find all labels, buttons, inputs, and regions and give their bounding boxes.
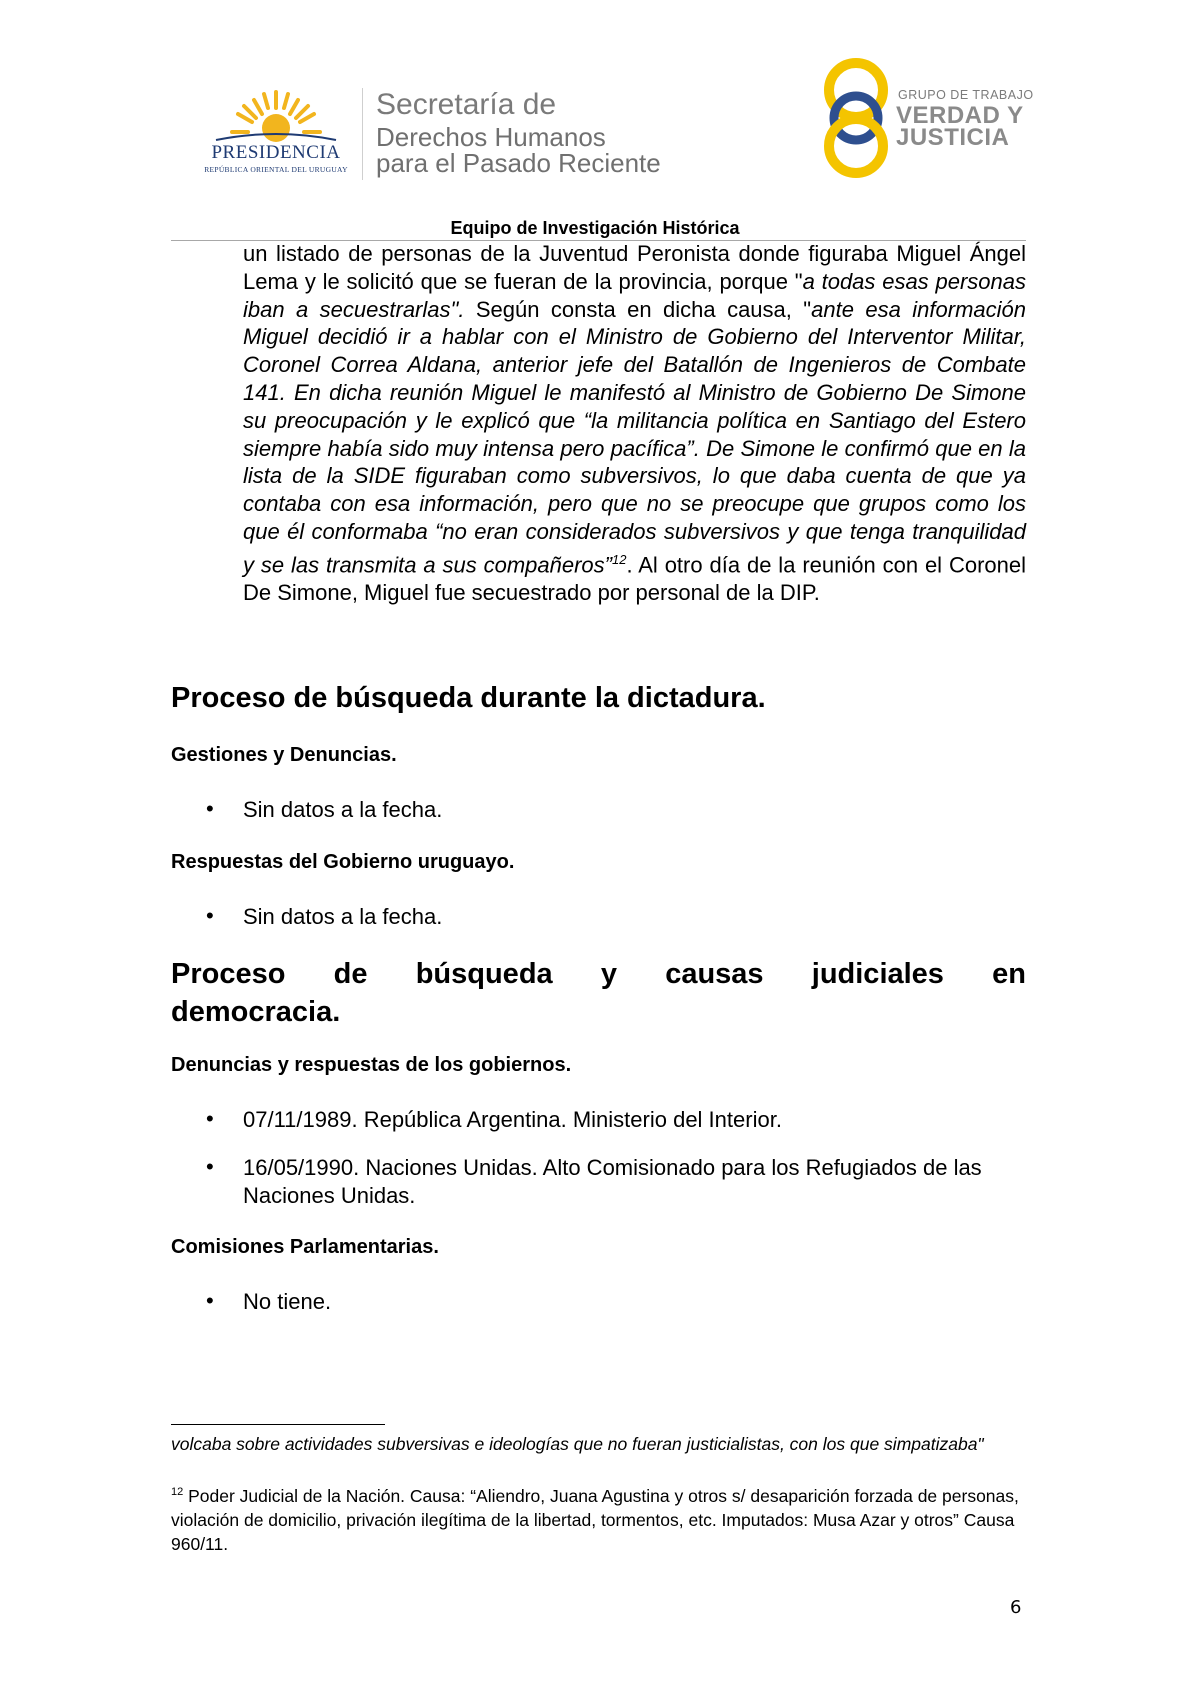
footnote-text: Poder Judicial de la Nación. Causa: “Aliendro, Juana Agustina y otros s/ desaparición forzada de personas, violación de domicilio, privación ilegítima de la libertad, tormentos, etc. Imputados: Musa Azar y otros” Causa 960/11. bbox=[171, 1485, 1019, 1554]
list-item: Sin datos a la fecha. bbox=[243, 797, 443, 822]
presidencia-text: PRESIDENCIA bbox=[211, 142, 341, 163]
section1-subheading2: Respuestas del Gobierno uruguayo. bbox=[171, 851, 515, 873]
list-item: 07/11/1989. República Argentina. Ministerio del Interior. bbox=[243, 1107, 782, 1132]
section2-subheading2: Comisiones Parlamentarias. bbox=[171, 1236, 439, 1258]
section1-subheading1: Gestiones y Denuncias. bbox=[171, 744, 397, 766]
section2-title-line2: democracia. bbox=[171, 996, 341, 1028]
list-item: No tiene. bbox=[243, 1289, 332, 1314]
list-item: Sin datos a la fecha. bbox=[243, 904, 443, 929]
para-quote-b: a todas esas personas iban a secuestrarlas". bbox=[243, 268, 1026, 322]
bullet-icon: • bbox=[206, 1288, 214, 1313]
section2-title-line1: Proceso de búsqueda y causas judiciales en bbox=[171, 958, 1026, 990]
gtvj-line2: VERDAD Y bbox=[896, 102, 1024, 129]
para-text-a: un listado de personas de la Juventud Peronista donde figuraba Miguel Ángel Lema y le solicitó que se fueran de la provincia, porque " bbox=[243, 241, 1026, 294]
page-number: 6 bbox=[1010, 1597, 1022, 1618]
para-text-c: Según consta en dicha causa, " bbox=[464, 296, 812, 322]
footnote-ref-12[interactable]: 12 bbox=[612, 551, 627, 567]
bullet-icon: • bbox=[206, 903, 214, 928]
presidencia-subtitle: REPÚBLICA ORIENTAL DEL URUGUAY bbox=[204, 165, 348, 174]
secretaria-line2: Derechos Humanos bbox=[376, 122, 606, 152]
header-divider bbox=[362, 88, 363, 180]
bullet-icon: • bbox=[206, 796, 214, 821]
gtvj-line3: JUSTICIA bbox=[896, 124, 1010, 151]
para-quote-d: ante esa información Miguel decidió ir a hablar con el Ministro de Gobierno del Interventor Militar, Coronel Correa Aldana, anterior jefe del Batallón de Ingenieros de Combate 141. En dicha reunión Miguel le manifestó al Ministro de Gobierno De Simone su preocupación y le explicó que “la militancia política en Santiago del Estero siempre había sido muy intensa pero pacífica”. De Simone le confirmó que en la lista de la SIDE figuraban como subversivos, lo que daba cuenta de que ya contaba con esa información, pero que no se preocupe que grupos como los que él conformaba “no eran considerados subversivos y que tenga tranquilidad y se las transmita a sus compañeros” bbox=[243, 296, 1026, 578]
bullet-icon: • bbox=[206, 1106, 214, 1131]
verdad-justicia-rings-logo bbox=[820, 56, 892, 180]
team-heading: Equipo de Investigación Histórica bbox=[450, 218, 740, 238]
bullet-icon: • bbox=[206, 1154, 214, 1179]
footnote-number: 12 bbox=[171, 1486, 184, 1498]
footnote-separator bbox=[171, 1424, 385, 1425]
secretaria-line1: Secretaría de bbox=[376, 88, 557, 121]
footnote-12 bbox=[171, 1480, 1026, 1556]
list-item: 16/05/1990. Naciones Unidas. Alto Comisionado para los Refugiados de las Naciones Unidas. bbox=[243, 1155, 982, 1208]
secretaria-line3: para el Pasado Reciente bbox=[376, 148, 661, 178]
para-text-e: . Al otro día de la reunión con el Coronel De Simone, Miguel fue secuestrado por personal de la DIP. bbox=[243, 552, 1026, 605]
section1-title: Proceso de búsqueda durante la dictadura. bbox=[171, 682, 766, 714]
gtvj-line1: GRUPO DE TRABAJO bbox=[898, 88, 1034, 102]
body-paragraph bbox=[243, 240, 1026, 607]
footnote-continuation: volcaba sobre actividades subversivas e ideologías que no fueran justicialistas, con los que simpatizaba" bbox=[171, 1434, 984, 1454]
section2-subheading1: Denuncias y respuestas de los gobiernos. bbox=[171, 1054, 572, 1076]
